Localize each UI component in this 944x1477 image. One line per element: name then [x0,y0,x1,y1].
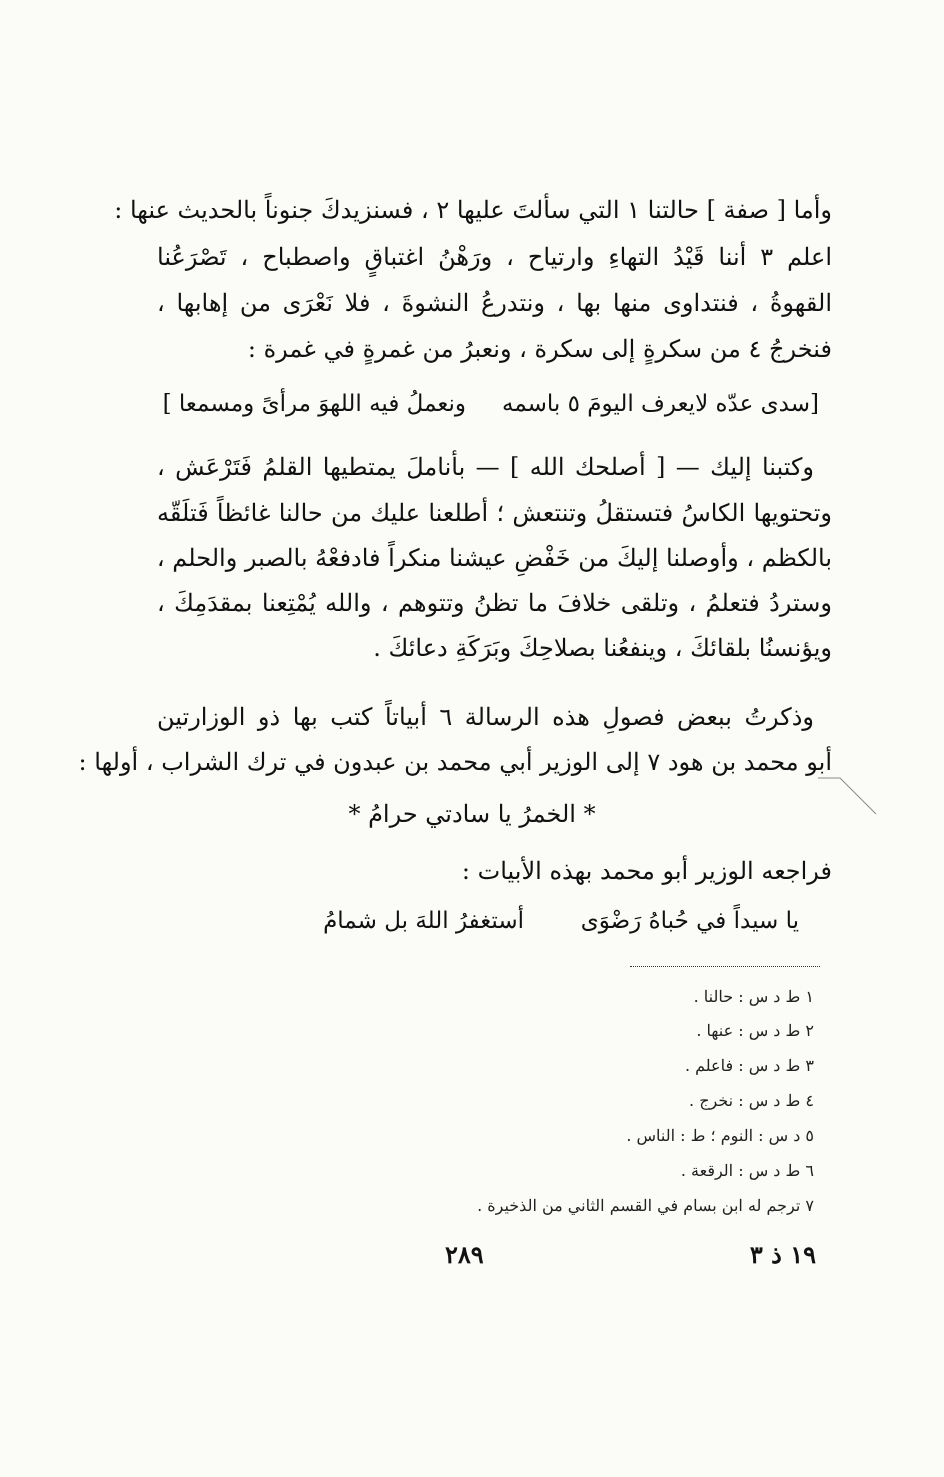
page-number: ٢٨٩ [445,1240,484,1269]
body-text-line: اعلم ٣ أننا قَيْدُ التهاءِ وارتياح ، ورَهْنُ اغتباقٍ واصطباح ، تَصْرَعُنا [157,243,832,271]
signature-mark: ١٩ ذ ٣ [749,1240,816,1269]
footnote: ٥ د س : النوم ؛ ط : الناس . [626,1126,814,1145]
verse-hemistich-left: أستغفرُ اللهَ بل شمامُ [323,908,524,934]
body-text-line: وستردُ فتعلمُ ، وتلقى خلافَ ما تظنُ وتتوهم ، والله يُمْتِعنا بمقدَمِكَ ، [157,589,832,617]
footnote: ٧ ترجم له ابن بسام في القسم الثاني من الذخيرة . [477,1196,814,1215]
body-text-line: وتحتويها الكاسُ فتستقلُ وتنتعش ؛ أطلعنا عليك من حالنا غائظاً فَتلَقّه [157,499,832,527]
verse-hemistich-right: [سدى عدّه لايعرف اليومَ ٥ باسمه [501,391,819,417]
body-text-line: وأما [ صفة ] حالتنا ١ التي سألتَ عليها ٢ ، فسنزيدكَ جنوناً بالحديث عنها : [114,196,832,224]
footnote: ١ ط د س : حالنا . [693,987,814,1006]
margin-pencil-mark [818,758,878,818]
footnote: ٢ ط د س : عنها . [696,1021,814,1040]
verse-hemistich-left: ونعملُ فيه اللهوَ مرأىً ومسمعا ] [162,391,466,417]
footnote-divider [630,966,820,967]
verse-hemistich-right: يا سيداً في حُباهُ رَضْوَى [580,908,799,934]
body-text-line: فنخرجُ ٤ من سكرةٍ إلى سكرة ، ونعبرُ من غمرةٍ في غمرة : [247,335,832,363]
body-text-line: القهوةُ ، فنتداوى منها بها ، ونتدرعُ النشوةَ ، فلا نَعْرَى من إهابها ، [157,289,832,317]
body-text-line: وذكرتُ ببعض فصولِ هذه الرسالة ٦ أبياتاً كتب بها ذو الوزارتين [157,703,814,731]
body-text-line: ويؤنسنُا بلقائكَ ، وينفعُنا بصلاحِكَ وبَرَكَةِ دعائكَ . [373,634,832,662]
body-text-line: وكتبنا إليك — [ أصلحك الله ] — بأناملَ يمتطيها القلمُ فَتَرْعَش ، [157,453,814,481]
body-text-line: فراجعه الوزير أبو محمد بهذه الأبيات : [461,857,832,885]
body-text-line: بالكظم ، وأوصلنا إليكَ من خَفْضِ عيشنا منكراً فادفعْهُ بالصبر والحلم ، [156,544,832,572]
verse-line: * الخمرُ يا سادتي حرامُ * [348,800,596,828]
body-text-line: أبو محمد بن هود ٧ إلى الوزير أبي محمد بن عبدون في ترك الشراب ، أولها : [78,748,832,776]
footnote: ٣ ط د س : فاعلم . [684,1056,814,1075]
footnote: ٦ ط د س : الرقعة . [680,1161,814,1180]
footnote: ٤ ط د س : نخرج . [689,1091,814,1110]
